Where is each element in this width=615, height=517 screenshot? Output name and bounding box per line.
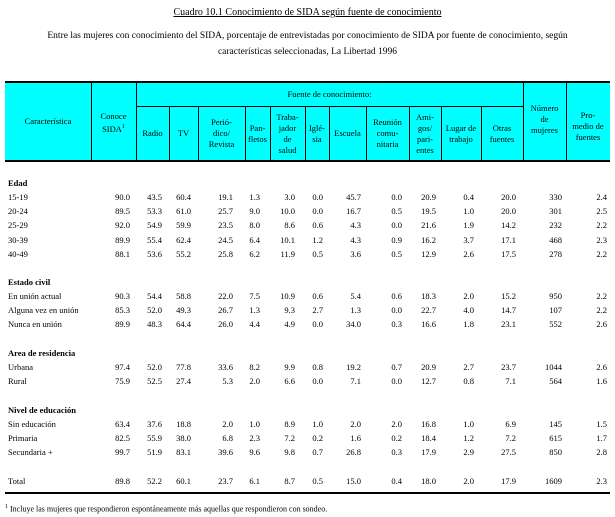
- cell-value: 1.0: [463, 419, 474, 429]
- cell-value: 4.0: [463, 305, 474, 316]
- cell-value: 2.8: [596, 447, 607, 458]
- cell-value: 0.0: [391, 220, 402, 231]
- row-label: Secundaria +: [8, 447, 53, 458]
- col-header-panfletos: Pan- fletos: [248, 122, 267, 144]
- cell-value: 0.2: [391, 433, 402, 444]
- table-subtitle-line2: características seleccionadas, La Libertad 1996: [217, 47, 398, 57]
- cell-value: 58.8: [176, 291, 191, 301]
- cell-value: 60.1: [176, 476, 191, 486]
- col-header-radio: Radio: [142, 128, 163, 138]
- col-header-reunion: Reunión comu- nitaria: [373, 117, 402, 149]
- col-header-conoce: Conoce SIDA$^1$: [100, 111, 127, 134]
- cell-value: 330: [549, 192, 562, 202]
- cell-value: 0.8: [463, 376, 474, 387]
- cell-value: 25.8: [218, 248, 233, 259]
- cell-value: 0.3: [391, 447, 402, 458]
- cell-value: 2.6: [596, 319, 607, 330]
- cell-value: 9.3: [284, 305, 295, 316]
- cell-value: 83.1: [176, 447, 191, 458]
- cell-value: 0.4: [463, 192, 474, 202]
- cell-value: 7.5: [249, 291, 260, 301]
- cell-value: 25.7: [218, 206, 233, 217]
- cell-value: 0.6: [391, 291, 402, 301]
- cell-value: 14.2: [501, 220, 516, 231]
- cell-value: 2.3: [596, 476, 607, 486]
- cell-value: 0.0: [312, 192, 323, 202]
- cell-value: 26.8: [346, 447, 361, 458]
- cell-value: 0.0: [391, 376, 402, 387]
- cell-value: 62.4: [176, 234, 191, 245]
- cell-value: 97.4: [115, 362, 130, 372]
- cell-value: 2.7: [463, 362, 474, 372]
- cell-value: 107: [549, 305, 562, 316]
- cell-value: 1.6: [350, 433, 361, 444]
- cell-value: 18.8: [176, 419, 191, 429]
- cell-value: 85.3: [115, 305, 130, 316]
- cell-value: 49.3: [176, 305, 191, 316]
- cell-value: 20.9: [421, 362, 436, 372]
- cell-value: 22.0: [218, 291, 233, 301]
- table-header: [5, 81, 610, 162]
- cell-value: 89.8: [115, 476, 130, 486]
- cell-value: 26.7: [218, 305, 233, 316]
- col-header-amigos: Ami- gos/ pari- entes: [416, 111, 434, 155]
- cell-value: 2.0: [391, 419, 402, 429]
- cell-value: 17.1: [501, 234, 516, 245]
- col-header-periodico: Perió- dico/ Revista: [208, 117, 235, 149]
- cell-value: 38.0: [176, 433, 191, 444]
- cell-value: 43.5: [147, 192, 162, 202]
- cell-value: 16.7: [346, 206, 361, 217]
- cell-value: 1.0: [312, 419, 323, 429]
- cell-value: 23.7: [501, 362, 516, 372]
- cell-value: 23.1: [501, 319, 516, 330]
- row-label: Nunca en unión: [8, 319, 62, 330]
- cell-value: 2.0: [222, 419, 233, 429]
- col-header-escuela: Escuela: [334, 128, 361, 138]
- cell-value: 23.5: [218, 220, 233, 231]
- cell-value: 6.9: [505, 419, 516, 429]
- cell-value: 54.9: [147, 220, 162, 231]
- cell-value: 2.7: [312, 305, 323, 316]
- cell-value: 0.0: [312, 206, 323, 217]
- cell-value: 0.5: [312, 476, 323, 486]
- cell-value: 950: [549, 291, 562, 301]
- cell-value: 45.7: [346, 192, 361, 202]
- row-label: Urbana: [8, 362, 34, 372]
- cell-value: 5.4: [350, 291, 361, 301]
- cell-value: 99.7: [115, 447, 130, 458]
- cell-value: 0.0: [391, 192, 402, 202]
- cell-value: 9.0: [249, 206, 260, 217]
- cell-value: 1.0: [249, 419, 260, 429]
- cell-value: 3.7: [463, 234, 474, 245]
- cell-value: 89.9: [115, 234, 130, 245]
- cell-value: 301: [549, 206, 562, 217]
- cell-value: 64.4: [176, 319, 191, 330]
- cell-value: 2.6: [596, 362, 607, 372]
- cell-value: 18.4: [421, 433, 436, 444]
- cell-value: 15.0: [346, 476, 361, 486]
- cell-value: 6.8: [222, 433, 233, 444]
- cell-value: 24.5: [218, 234, 233, 245]
- col-header-iglesia: Iglé- sia: [308, 122, 326, 144]
- section-heading: Edad: [8, 178, 28, 188]
- cell-value: 10.1: [280, 234, 295, 245]
- cell-value: 2.2: [596, 291, 607, 301]
- cell-value: 92.0: [115, 220, 130, 231]
- cell-value: 23.7: [218, 476, 233, 486]
- cell-value: 9.9: [284, 362, 295, 372]
- cell-value: 6.6: [284, 376, 295, 387]
- table-subtitle-line1: Entre las mujeres con conocimiento del SIDA, porcentaje de entrevistadas por conocimiento de SIDA por fuente de conocimiento, según: [47, 31, 568, 41]
- cell-value: 145: [549, 419, 562, 429]
- cell-value: 4.3: [350, 234, 361, 245]
- col-header-lugar-trabajo: Lugar de trabajo: [445, 122, 477, 144]
- cell-value: 52.5: [147, 376, 162, 387]
- cell-value: 9.8: [284, 447, 295, 458]
- cell-value: 54.4: [147, 291, 162, 301]
- cell-value: 0.0: [391, 305, 402, 316]
- cell-value: 2.2: [596, 305, 607, 316]
- cell-value: 6.2: [249, 248, 260, 259]
- cell-value: 0.5: [312, 248, 323, 259]
- table-title: Cuadro 10.1 Conocimiento de SIDA según fuente de conocimiento: [173, 7, 442, 18]
- cell-value: 2.3: [249, 433, 260, 444]
- cell-value: 82.5: [115, 433, 130, 444]
- cell-value: 55.9: [147, 433, 162, 444]
- cell-value: 2.0: [463, 476, 474, 486]
- cell-value: 16.2: [421, 234, 436, 245]
- cell-value: 0.0: [312, 376, 323, 387]
- col-header-otras: Otras fuentes: [489, 122, 515, 144]
- cell-value: 53.6: [147, 248, 162, 259]
- cell-value: 2.0: [350, 419, 361, 429]
- cell-value: 20.9: [421, 192, 436, 202]
- cell-value: 2.2: [596, 220, 607, 231]
- cell-value: 7.1: [505, 376, 516, 387]
- cell-value: 232: [549, 220, 562, 231]
- cell-value: 3.6: [350, 248, 361, 259]
- row-label: Rural: [8, 376, 27, 387]
- cell-value: 4.9: [284, 319, 295, 330]
- section-heading: Nivel de educación: [8, 405, 76, 415]
- cell-value: 0.0: [312, 319, 323, 330]
- cell-value: 53.3: [147, 206, 162, 217]
- cell-value: 2.4: [596, 192, 607, 202]
- cell-value: 16.6: [421, 319, 436, 330]
- cell-value: 9.6: [249, 447, 260, 458]
- cell-value: 8.2: [249, 362, 260, 372]
- cell-value: 5.3: [222, 376, 233, 387]
- col-header-trabajador-salud: Traba- jador de salud: [276, 111, 299, 155]
- cell-value: 2.5: [596, 206, 607, 217]
- cell-value: 77.8: [176, 362, 191, 372]
- section-heading: Estado civil: [8, 277, 51, 287]
- cell-value: 8.0: [249, 220, 260, 231]
- cell-value: 0.6: [312, 220, 323, 231]
- cell-value: 3.0: [284, 192, 295, 202]
- cell-value: 17.5: [501, 248, 516, 259]
- cell-value: 1.2: [312, 234, 323, 245]
- cell-value: 60.4: [176, 192, 191, 202]
- cell-value: 468: [549, 234, 562, 245]
- cell-value: 22.7: [421, 305, 436, 316]
- cell-value: 19.5: [421, 206, 436, 217]
- row-label: 20-24: [8, 206, 28, 217]
- cell-value: 1.3: [350, 305, 361, 316]
- cell-value: 6.4: [249, 234, 260, 245]
- cell-value: 0.4: [391, 476, 402, 486]
- row-label: En unión actual: [8, 291, 62, 301]
- cell-value: 61.0: [176, 206, 191, 217]
- cell-value: 20.0: [501, 192, 516, 202]
- cell-value: 2.0: [463, 291, 474, 301]
- col-header-fuente: Fuente de conocimiento:: [287, 89, 372, 99]
- cell-value: 1.6: [596, 376, 607, 387]
- table-bottom-rule: [5, 492, 610, 494]
- row-label: Primaria: [8, 433, 38, 444]
- col-header-promedio: Pro- medio de fuentes: [572, 110, 604, 142]
- cell-value: 26.0: [218, 319, 233, 330]
- cell-value: 552: [549, 319, 562, 330]
- cell-value: 8.6: [284, 220, 295, 231]
- cell-value: 63.4: [115, 419, 130, 429]
- cell-value: 12.7: [421, 376, 436, 387]
- col-header-numero: Número de mujeres: [530, 103, 559, 135]
- row-label: 25-29: [8, 220, 28, 231]
- cell-value: 11.9: [280, 248, 295, 259]
- cell-value: 0.7: [312, 447, 323, 458]
- cell-value: 0.5: [391, 248, 402, 259]
- cell-value: 88.1: [115, 248, 130, 259]
- cell-value: 7.1: [350, 376, 361, 387]
- row-label: 30-39: [8, 234, 28, 245]
- cell-value: 1.5: [596, 419, 607, 429]
- row-label: 15-19: [8, 192, 28, 202]
- cell-value: 18.3: [421, 291, 436, 301]
- cell-value: 1.7: [596, 433, 607, 444]
- cell-value: 20.0: [501, 206, 516, 217]
- cell-value: 8.7: [284, 476, 295, 486]
- cell-value: 14.7: [501, 305, 516, 316]
- footnote: $^1$ Incluye las mujeres que respondieron espontáneamente más aquellas que respondieron con sondeo.: [5, 504, 328, 514]
- cell-value: 1.3: [249, 192, 260, 202]
- cell-value: 0.6: [312, 291, 323, 301]
- cell-value: 2.6: [463, 248, 474, 259]
- cell-value: 564: [549, 376, 562, 387]
- cell-value: 4.3: [350, 220, 361, 231]
- row-label: 40-49: [8, 248, 28, 259]
- cell-value: 278: [549, 248, 562, 259]
- cell-value: 8.9: [284, 419, 295, 429]
- cell-value: 0.5: [391, 206, 402, 217]
- cell-value: 90.3: [115, 291, 130, 301]
- cell-value: 52.2: [147, 476, 162, 486]
- col-header-tv: TV: [177, 128, 190, 138]
- cell-value: 89.9: [115, 319, 130, 330]
- cell-value: 27.5: [501, 447, 516, 458]
- cell-value: 52.0: [147, 305, 162, 316]
- cell-value: 19.2: [346, 362, 361, 372]
- row-label: Total: [8, 476, 26, 486]
- cell-value: 39.6: [218, 447, 233, 458]
- cell-value: 51.9: [147, 447, 162, 458]
- cell-value: 90.0: [115, 192, 130, 202]
- cell-value: 1.2: [463, 433, 474, 444]
- section-heading: Area de residencia: [8, 348, 76, 358]
- cell-value: 2.3: [596, 234, 607, 245]
- cell-value: 10.9: [280, 291, 295, 301]
- cell-value: 615: [549, 433, 562, 444]
- cell-value: 55.4: [147, 234, 162, 245]
- cell-value: 1609: [545, 476, 562, 486]
- cell-value: 0.3: [391, 319, 402, 330]
- cell-value: 1.3: [249, 305, 260, 316]
- cell-value: 48.3: [147, 319, 162, 330]
- cell-value: 19.1: [218, 192, 233, 202]
- cell-value: 2.2: [596, 248, 607, 259]
- cell-value: 16.8: [421, 419, 436, 429]
- cell-value: 21.6: [421, 220, 436, 231]
- cell-value: 15.2: [501, 291, 516, 301]
- cell-value: 89.5: [115, 206, 130, 217]
- cell-value: 0.9: [391, 234, 402, 245]
- cell-value: 18.0: [421, 476, 436, 486]
- cell-value: 75.9: [115, 376, 130, 387]
- cell-value: 1.8: [463, 319, 474, 330]
- cell-value: 34.0: [346, 319, 361, 330]
- cell-value: 2.9: [463, 447, 474, 458]
- row-label: Alguna vez en unión: [8, 305, 79, 316]
- cell-value: 37.6: [147, 419, 162, 429]
- cell-value: 10.0: [280, 206, 295, 217]
- row-label: Sin educación: [8, 419, 56, 429]
- cell-value: 2.0: [249, 376, 260, 387]
- cell-value: 1.9: [463, 220, 474, 231]
- cell-value: 55.2: [176, 248, 191, 259]
- cell-value: 52.0: [147, 362, 162, 372]
- cell-value: 12.9: [421, 248, 436, 259]
- cell-value: 0.8: [312, 362, 323, 372]
- cell-value: 33.6: [218, 362, 233, 372]
- cell-value: 850: [549, 447, 562, 458]
- cell-value: 1044: [545, 362, 562, 372]
- cell-value: 0.2: [312, 433, 323, 444]
- col-header-caracteristica: Característica: [24, 116, 72, 126]
- cell-value: 17.9: [421, 447, 436, 458]
- cell-value: 6.1: [249, 476, 260, 486]
- cell-value: 17.9: [501, 476, 516, 486]
- cell-value: 59.9: [176, 220, 191, 231]
- cell-value: 27.4: [176, 376, 191, 387]
- cell-value: 0.7: [391, 362, 402, 372]
- cell-value: 7.2: [505, 433, 516, 444]
- cell-value: 1.0: [463, 206, 474, 217]
- cell-value: 4.4: [249, 319, 260, 330]
- cell-value: 7.2: [284, 433, 295, 444]
